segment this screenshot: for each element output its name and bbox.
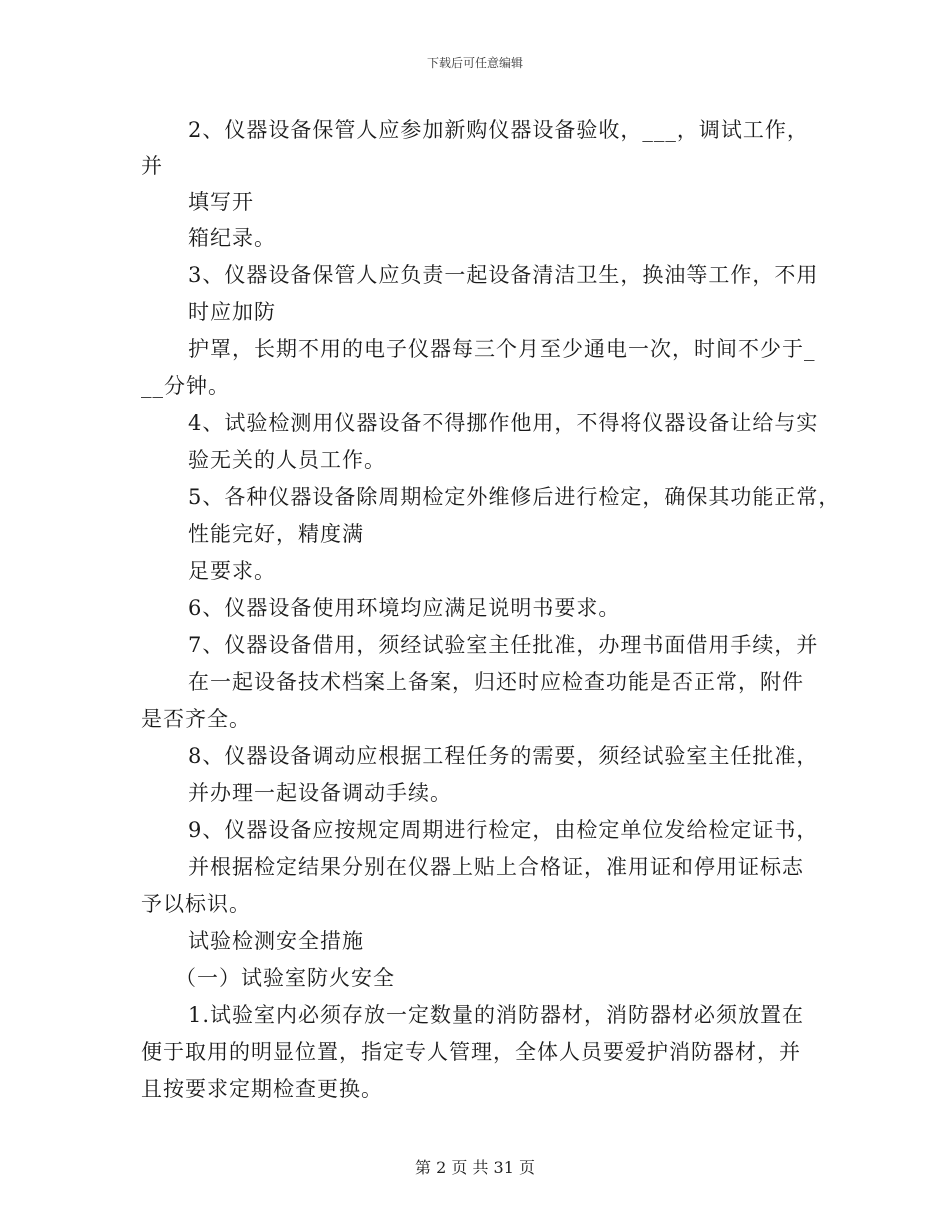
text-line: 并办理一起设备调动手续。 <box>188 781 452 805</box>
text-line: 7、仪器设备借用，须经试验室主任批准，办理书面借用手续，并 <box>188 633 819 657</box>
text-line: 4、试验检测用仪器设备不得挪作他用，不得将仪器设备让给与实 <box>188 411 819 435</box>
text-line: 且按要求定期检查更换。 <box>141 1077 383 1101</box>
text-line: 9、仪器设备应按规定周期进行检定，由检定单位发给检定证书， <box>188 818 819 842</box>
text-line: 时应加防 <box>188 300 276 324</box>
text-line: 便于取用的明显位置，指定专人管理，全体人员要爱护消防器材，并 <box>141 1040 801 1064</box>
text-line: 是否齐全。 <box>141 707 251 731</box>
text-line: 并 <box>141 154 163 178</box>
page-header: 下载后可任意编辑 <box>426 56 523 70</box>
text-line: 填写开 <box>188 190 254 214</box>
text-line: 6、仪器设备使用环境均应满足说明书要求。 <box>188 596 621 620</box>
text-line: 予以标识。 <box>141 892 251 916</box>
text-line: __分钟。 <box>141 374 230 398</box>
text-line: 5、各种仪器设备除周期检定外维修后进行检定，确保其功能正常， <box>188 485 841 509</box>
text-line: 1.试验室内必须存放一定数量的消防器材，消防器材必须放置在 <box>188 1003 805 1027</box>
text-line: 3、仪器设备保管人应负责一起设备清洁卫生，换油等工作，不用 <box>188 263 819 287</box>
text-line: 在一起设备技术档案上备案，归还时应检查功能是否正常，附件 <box>188 670 804 694</box>
page-footer: 第 2 页 共 31 页 <box>415 1158 535 1177</box>
text-line: 验无关的人员工作。 <box>188 448 386 472</box>
text-line: 8、仪器设备调动应根据工程任务的需要，须经试验室主任批准， <box>188 744 819 768</box>
subsection-heading: （一）试验室防火安全 <box>175 966 395 990</box>
section-heading: 试验检测安全措施 <box>188 929 364 953</box>
text-line: 箱纪录。 <box>188 226 276 250</box>
text-line: 性能完好，精度满 <box>188 522 364 546</box>
text-line: 并根据检定结果分别在仪器上贴上合格证，准用证和停用证标志 <box>188 855 804 879</box>
text-line: 足要求。 <box>188 559 276 583</box>
text-line: 护罩，长期不用的电子仪器每三个月至少通电一次，时间不少于_ <box>188 337 816 361</box>
text-line: 2、仪器设备保管人应参加新购仪器设备验收，___，调试工作， <box>188 118 809 142</box>
